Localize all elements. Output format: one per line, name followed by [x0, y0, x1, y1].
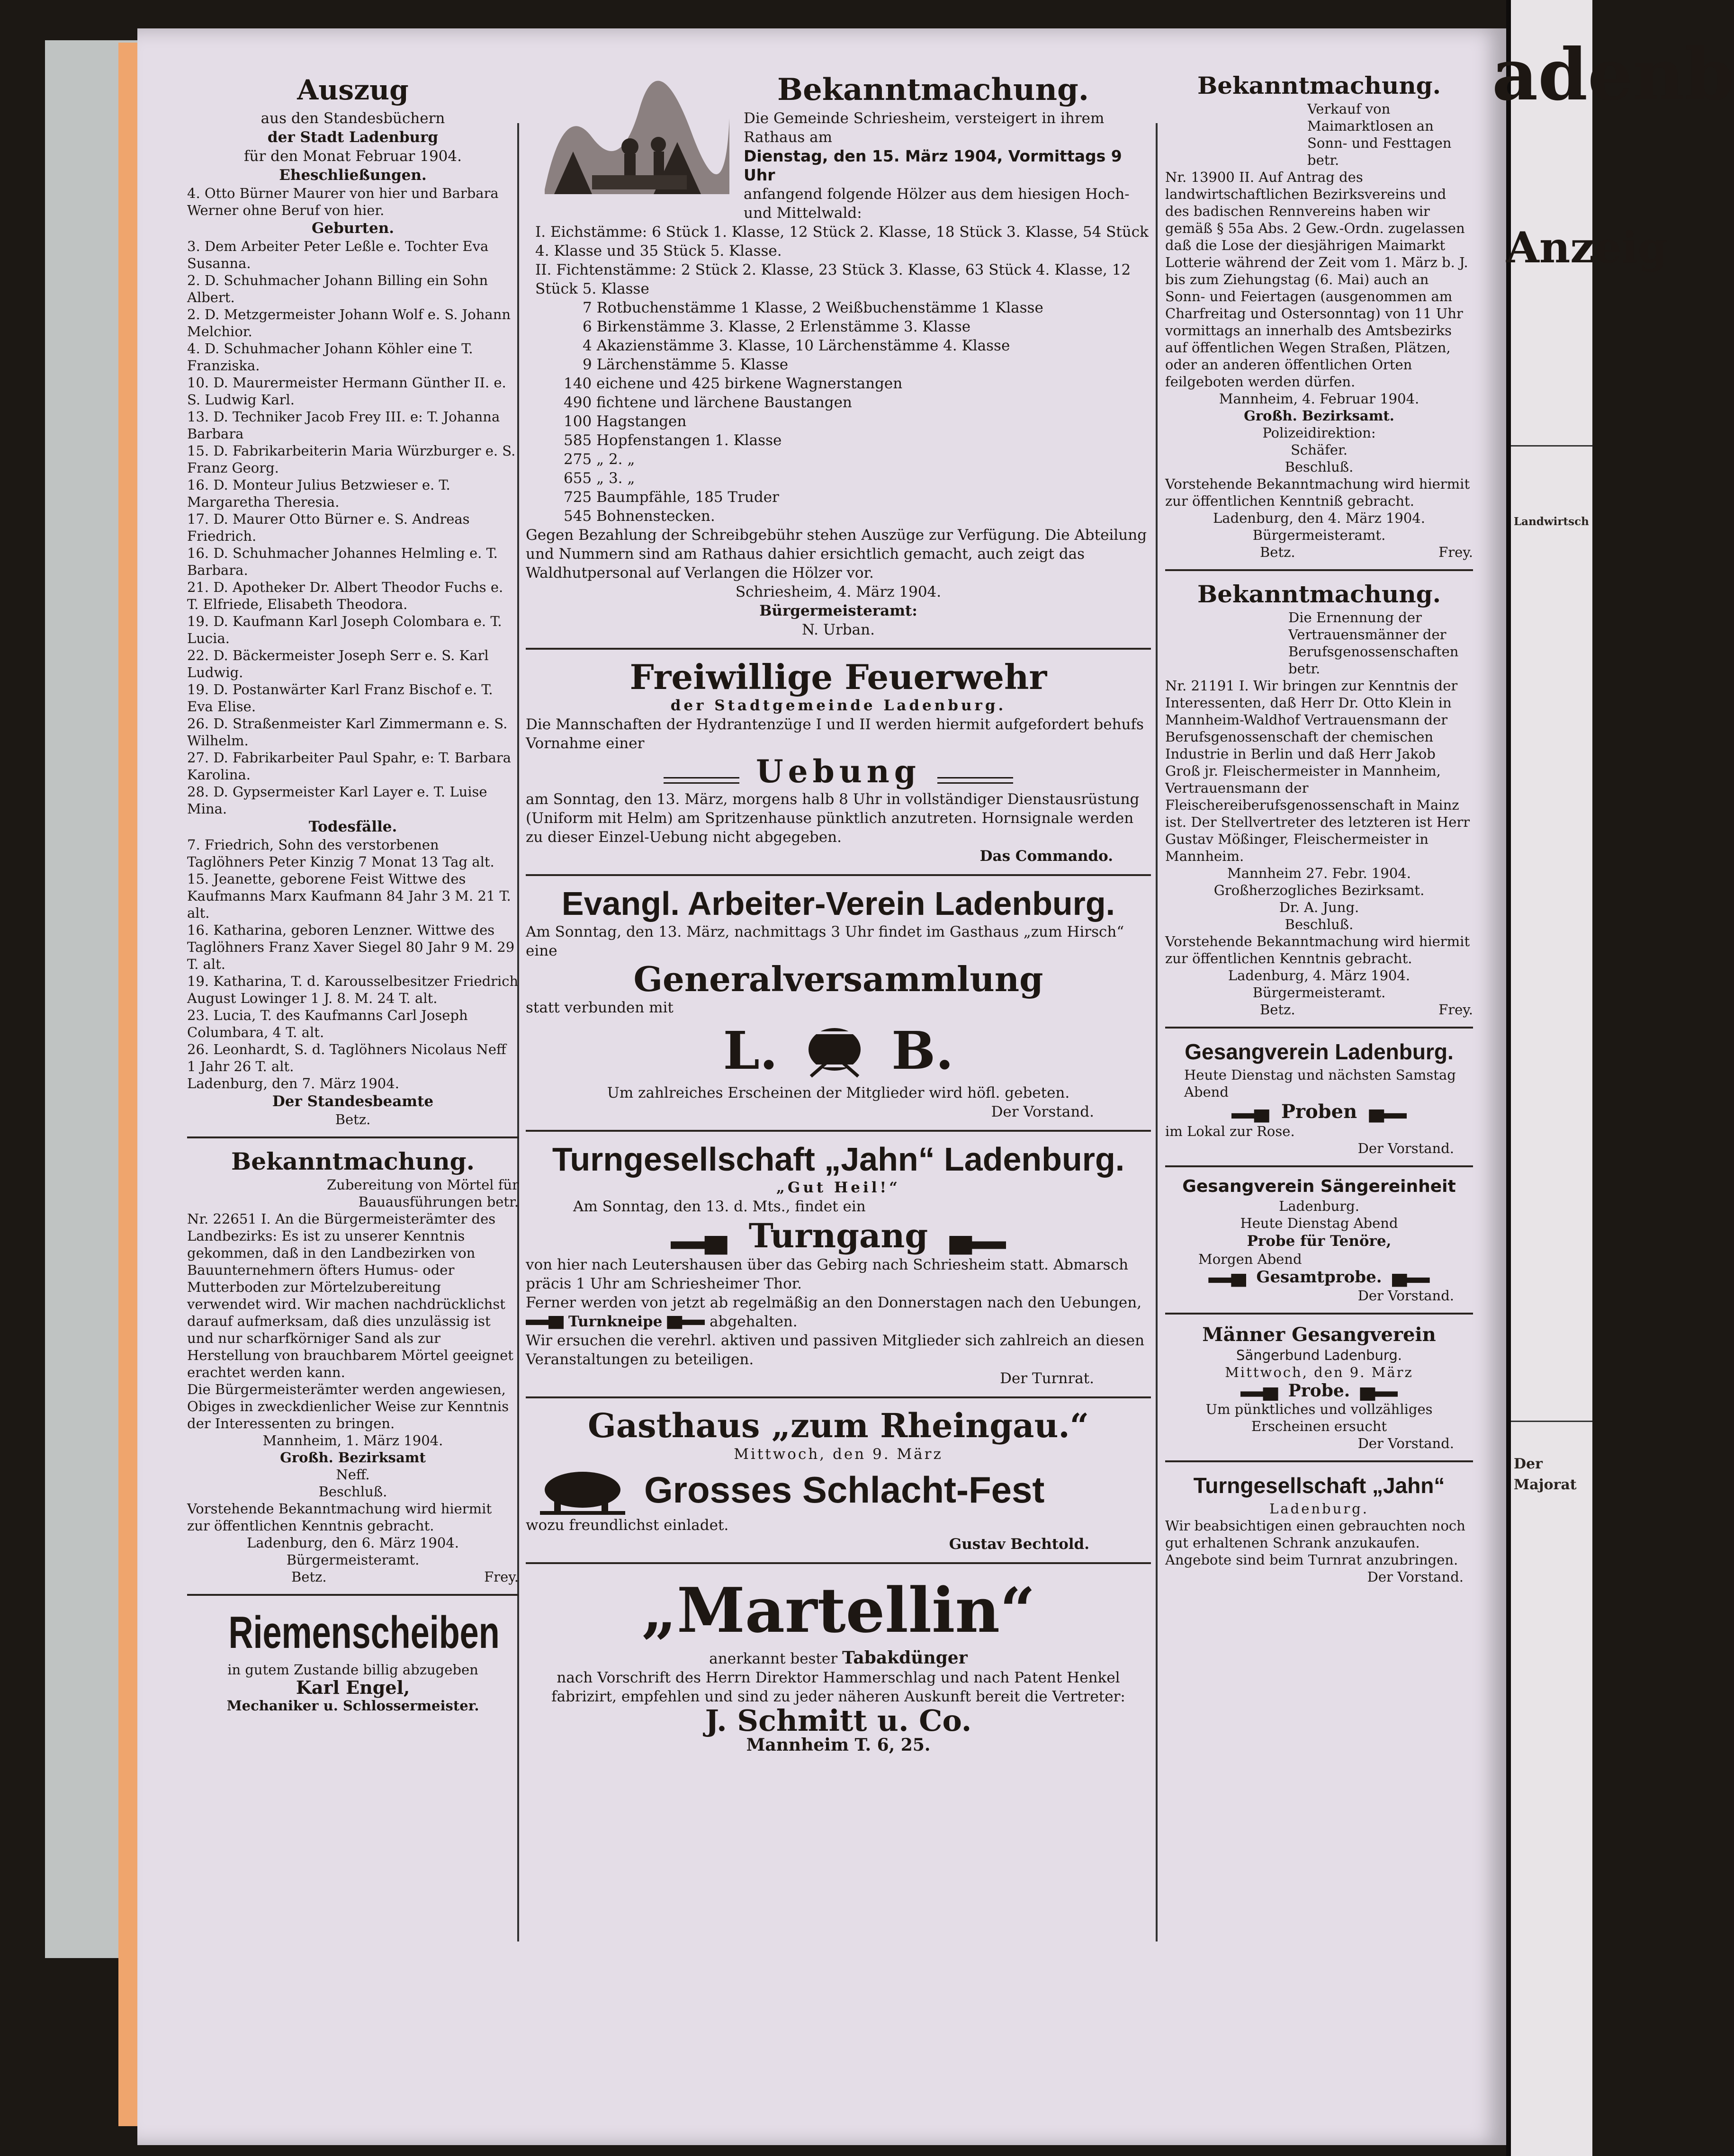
divider — [1165, 569, 1473, 571]
divider — [526, 874, 1151, 876]
pointing-hand-icon — [671, 1236, 728, 1255]
arbeiterverein-signature: Der Vorstand. — [991, 1103, 1094, 1120]
birth-entry: 19. D. Postanwärter Karl Franz Bischof e. T. Eva Elise. — [187, 681, 493, 715]
auszug-sub3: für den Monat Februar 1904. — [244, 148, 462, 165]
jahn-title: Turngesellschaft „Jahn“ — [1193, 1473, 1445, 1498]
gesangverein-proben: Proben — [1281, 1100, 1357, 1123]
rule-ornament — [937, 777, 1013, 784]
saengereinheit-l1: Heute Dienstag Abend — [1240, 1215, 1398, 1231]
lotterie-subject: Verkauf von Maimarktlosen an Sonn- und Festtagen betr. — [1307, 101, 1452, 168]
pointing-hand-icon — [1360, 1387, 1398, 1401]
birth-entry: 2. D. Schuhmacher Johann Billing ein Sohn Albert. — [187, 272, 488, 305]
moertel-date: Mannheim, 1. März 1904. — [262, 1432, 443, 1449]
holz-title: Bekanntmachung. — [777, 72, 1089, 107]
pointing-hand-icon — [949, 1236, 1006, 1255]
auszug-signature-name: Betz. — [335, 1111, 371, 1127]
vertrauen-beschluss: Beschluß. — [1285, 916, 1354, 932]
rule-ornament — [664, 777, 739, 784]
birth-entry: 10. D. Maurermeister Hermann Günther II. e. S. Ludwig Karl. — [187, 375, 506, 408]
saengereinheit-signature: Der Vorstand. — [1357, 1287, 1454, 1304]
vertrauen-date: Mannheim 27. Febr. 1904. — [1227, 865, 1411, 881]
lotterie-signatures — [1165, 544, 1473, 561]
feuerwehr-body2: am Sonntag, den 13. März, morgens halb 8 Uhr in vollständiger Dienstausrüstung (Uniform mit Helm) am Spritzenhause pünktlich anzutreten. Hornsignale werden zu dieser Einzel-Uebung nicht abgegeben. — [526, 791, 1140, 846]
turnkneipe: Turnkneipe — [568, 1313, 663, 1330]
jahn-signature: Der Vorstand. — [1367, 1569, 1464, 1585]
saengereinheit-big-row — [1165, 1268, 1473, 1287]
birth-entry: 19. D. Kaufmann Karl Joseph Colombara e. T. Lucia. — [187, 613, 502, 646]
vertrauen-subject: Die Ernennung der Vertrauensmänner der Berufsgenossenschaften betr. — [1288, 609, 1459, 677]
feuerwehr-ad — [526, 658, 1151, 866]
gesangverein-title: Gesangverein Ladenburg. — [1185, 1039, 1454, 1064]
birth-entry: 4. D. Schuhmacher Johann Köhler eine T. Franziska. — [187, 340, 473, 374]
holz-item: 545 Bohnenstecken. — [564, 508, 715, 525]
lb-row — [526, 1017, 1151, 1083]
arbeiterverein-body3: Um zahlreiches Erscheinen der Mitglieder wird höfl. gebeten. — [607, 1084, 1070, 1101]
turngang-motto: „Gut Heil!“ — [776, 1179, 900, 1196]
signature-betz: Betz. — [291, 1569, 327, 1585]
rheingau-title: Gasthaus „zum Rheingau.“ — [587, 1406, 1089, 1445]
turngang-ad — [526, 1140, 1151, 1388]
maenner-day: Mittwoch, den 9. März — [1225, 1364, 1413, 1380]
holz-item: I. Eichstämme: 6 Stück 1. Klasse, 12 Stück 2. Klasse, 18 Stück 3. Klasse, 54 Stück 4. Klasse und 35 Stück 5. Klasse. — [535, 224, 1149, 259]
rheingau-day: Mittwoch, den 9. März — [734, 1446, 943, 1463]
holz-item: 490 fichtene und lärchene Baustangen — [564, 394, 852, 411]
feuerwehr-big-row — [526, 753, 1151, 790]
turngang-kneipe-row — [526, 1312, 1151, 1331]
vertrauen-beschluss-date: Ladenburg, 4. März 1904. — [1228, 967, 1411, 984]
maenner-title: Männer Gesangverein — [1202, 1323, 1436, 1346]
divider — [187, 1594, 519, 1596]
divider — [1165, 1460, 1473, 1462]
birth-entry: 22. D. Bäckermeister Joseph Serr e. S. Karl Ludwig. — [187, 647, 489, 680]
jahn-town: Ladenburg. — [1269, 1501, 1369, 1517]
lotterie-authority3: Schäfer. — [1291, 442, 1348, 458]
divider — [1165, 1165, 1473, 1167]
auszug-sub1: aus den Standesbüchern — [261, 110, 445, 127]
divider — [526, 648, 1151, 650]
holz-item: 725 Baumpfähle, 185 Truder — [564, 489, 779, 506]
holz-item: 4 Akazienstämme 3. Klasse, 10 Lärchenstämme 4. Klasse — [583, 337, 1010, 354]
arbeiterverein-body: Am Sonntag, den 13. März, nachmittags 3 Uhr findet im Gasthaus „zum Hirsch“ eine — [526, 923, 1124, 959]
rheingau-invite: wozu freundlichst einladet. — [526, 1517, 729, 1534]
maenner-big-row — [1165, 1381, 1473, 1401]
feuerwehr-body: Die Mannschaften der Hydrantenzüge I und II werden hiermit aufgefordert behufs Vornahme einer — [526, 716, 1144, 752]
pointing-hand-icon — [526, 1316, 564, 1329]
letter-b: B. — [891, 1020, 954, 1081]
vertrauen-body: Nr. 21191 I. Wir bringen zur Kenntnis der Interessenten, daß Herr Dr. Otto Klein in Mannheim-Waldhof Vertrauensmann der Berufsgenossenschaft der chemischen Industrie in Berlin und daß Herr Jakob Groß jr. Fleischermeister in Mannheim, Vertrauensmann der Fleischereiberufsgenossenschaft in Mainz ist. Der Stellvertreter des letzteren ist Herr Gustav Mößinger, Fleischermeister in Mannheim. — [1165, 678, 1470, 864]
vertrauen-title: Bekanntmachung. — [1197, 580, 1441, 608]
column-left — [187, 71, 519, 1714]
column-right — [1165, 71, 1473, 1585]
rheingau-ad — [526, 1407, 1151, 1554]
pig-icon — [540, 1464, 625, 1516]
turngang-body3: Ferner werden von jetzt ab regelmäßig an den Donnerstagen nach den Uebungen, — [526, 1294, 1142, 1311]
vertrauen-notice — [1165, 580, 1473, 1018]
saengereinheit-l2: Probe für Tenöre, — [1247, 1233, 1392, 1250]
pointing-hand-icon — [667, 1316, 705, 1329]
marriages-heading: Eheschließungen. — [279, 167, 427, 184]
schlachtfest-title: Grosses Schlacht-Fest — [644, 1468, 1045, 1511]
turngang-big: Turngang — [748, 1216, 928, 1255]
column-middle — [526, 71, 1151, 1754]
feuerwehr-title: Freiwillige Feuerwehr — [629, 657, 1047, 697]
vertrauen-authority: Großherzogliches Bezirksamt. — [1213, 882, 1425, 898]
moertel-signatures — [187, 1568, 519, 1585]
holz-item: 655 „ 3. „ — [564, 470, 635, 487]
death-entry: 16. Katharina, geboren Lenzner. Wittwe des Taglöhners Franz Xaver Siegel 80 Jahr 9 M. 29 T. alt. — [187, 922, 515, 972]
adjacent-masthead: adenb — [1492, 33, 1734, 116]
maenner-body: Um pünktliches und vollzähliges Erscheinen ersucht — [1205, 1401, 1433, 1434]
martellin-line1 — [526, 1648, 1151, 1668]
death-entry: 7. Friedrich, Sohn des verstorbenen Taglöhners Peter Kinzig 7 Monat 13 Tag alt. — [187, 837, 494, 870]
birth-entry: 27. D. Fabrikarbeiter Paul Spahr, e: T. Barbara Karolina. — [187, 750, 512, 783]
holz-intro2: anfangend folgende Hölzer aus dem hiesigen Hoch- und Mittelwald: — [744, 186, 1130, 222]
holz-authority: Bürgermeisteramt: — [759, 602, 917, 619]
vertrauen-beschluss-authority: Bürgermeisteramt. — [1252, 984, 1386, 1001]
birth-entry: 16. D. Monteur Julius Betzwieser e. T. Margaretha Theresia. — [187, 477, 450, 510]
auszug-signature: Der Standesbeamte — [272, 1093, 434, 1110]
maennergesangverein-ad — [1165, 1323, 1473, 1452]
lotterie-beschluss: Beschluß. — [1285, 459, 1354, 475]
martellin-ad — [526, 1573, 1151, 1754]
barrel-icon — [801, 1022, 868, 1079]
holz-item: 7 Rotbuchenstämme 1 Klasse, 2 Weißbuchenstämme 1 Klasse — [583, 299, 1043, 316]
pointing-hand-icon — [1240, 1387, 1278, 1401]
deaths-heading: Todesfälle. — [308, 818, 397, 835]
signature-betz: Betz. — [1260, 544, 1295, 560]
vertrauen-beschluss-body: Vorstehende Bekanntmachung wird hiermit zur öffentlichen Kenntnis gebracht. — [1165, 933, 1470, 966]
lotterie-title: Bekanntmachung. — [1197, 72, 1441, 99]
riemenscheiben-line: in gutem Zustande billig abzugeben — [227, 1662, 478, 1678]
gesangverein-location: im Lokal zur Rose. — [1165, 1123, 1295, 1139]
gesangverein-big-row — [1165, 1100, 1473, 1123]
riemenscheiben-name: Karl Engel, — [296, 1677, 410, 1698]
turnkneipe-after: abgehalten. — [710, 1313, 798, 1330]
holz-place-date: Schriesheim, 4. März 1904. — [735, 583, 942, 600]
gesangverein-body: Heute Dienstag und nächsten Samstag Abend — [1184, 1067, 1456, 1100]
riemenscheiben-ad — [187, 1604, 519, 1714]
death-entry: 15. Jeanette, geborene Feist Wittwe des Kaufmanns Marx Kaufmann 84 Jahr 3 M. 21 T. alt. — [187, 871, 511, 921]
deaths-list — [187, 836, 519, 1075]
martellin-city: Mannheim T. 6, 25. — [746, 1735, 931, 1755]
schlachtfest-row — [526, 1464, 1151, 1516]
holz-notice — [526, 71, 1151, 639]
auszug-date: Ladenburg, den 7. März 1904. — [187, 1075, 399, 1091]
death-entry: 23. Lucia, T. des Kaufmanns Carl Joseph Columbara, 4 T. alt. — [187, 1007, 468, 1040]
turngang-big-row — [526, 1216, 1151, 1255]
adjacent-rule — [1511, 445, 1592, 447]
adjacent-rule — [1511, 1421, 1592, 1422]
lotterie-authority2: Polizeidirektion: — [1262, 425, 1376, 441]
generalversammlung: Generalversammlung — [633, 959, 1043, 999]
birth-entry: 2. D. Metzgermeister Johann Wolf e. S. Johann Melchior. — [187, 306, 511, 340]
adjacent-page — [1492, 0, 1734, 2156]
pointing-hand-icon — [1231, 1109, 1269, 1123]
holz-date: Dienstag, den 15. März 1904, Vormittags 9 Uhr — [744, 147, 1122, 184]
moertel-title: Bekanntmachung. — [231, 1147, 475, 1175]
holz-item: II. Fichtenstämme: 2 Stück 2. Klasse, 23 Stück 3. Klasse, 63 Stück 4. Klasse, 12 Stück 5. Klasse — [535, 261, 1131, 297]
holz-items — [526, 223, 1151, 526]
turngang-title: Turngesellschaft „Jahn“ Ladenburg. — [552, 1141, 1125, 1178]
turngang-signature: Der Turnrat. — [1000, 1370, 1094, 1387]
births-list — [187, 238, 519, 817]
arbeiterverein-body2: statt verbunden mit — [526, 999, 674, 1016]
moertel-body: Nr. 22651 I. An die Bürgermeisterämter des Landbezirks: Es ist zu unserer Kenntnis gekommen, daß in den Landbezirken von Bauunternehmern öfters Humus- oder Mutterboden zur Mörtelzubereitung verwendet wird. Wir machen nachdrücklichst darauf aufmerksam, daß dies unzulässig ist und nur scharfkörniger Sand als zur Herstellung von brauchbarem Mörtel geeignet erachtet werden kann. — [187, 1211, 513, 1380]
holz-signature: N. Urban. — [802, 621, 875, 638]
arbeiterverein-title: Evangl. Arbeiter-Verein Ladenburg. — [561, 885, 1115, 922]
holz-item: 100 Hagstangen — [564, 413, 687, 430]
birth-entry: 21. D. Apotheker Dr. Albert Theodor Fuchs e. T. Elfriede, Elisabeth Theodora. — [187, 579, 503, 612]
arbeiterverein-ad — [526, 885, 1151, 1121]
pointing-hand-icon — [1392, 1274, 1430, 1287]
vertrauen-authority2: Dr. A. Jung. — [1279, 899, 1359, 915]
signature-frey: Frey. — [1438, 544, 1473, 560]
auszug-title: Auszug — [297, 74, 409, 106]
birth-entry: 17. D. Maurer Otto Bürner e. S. Andreas Friedrich. — [187, 511, 470, 544]
moertel-beschluss: Beschluß. — [318, 1484, 387, 1500]
auszug-notice — [187, 71, 519, 1128]
signature-frey: Frey. — [484, 1569, 519, 1585]
riemenscheiben-trade: Mechaniker u. Schlossermeister. — [226, 1698, 479, 1714]
turngang-body2: von hier nach Leutershausen über das Gebirg nach Schriesheim statt. Abmarsch präcis 1 Uhr am Schriesheimer Thor. — [526, 1256, 1129, 1292]
birth-entry: 3. Dem Arbeiter Peter Leßle e. Tochter Eva Susanna. — [187, 238, 489, 271]
maenner-signature: Der Vorstand. — [1357, 1435, 1454, 1451]
maenner-sub: Sängerbund Ladenburg. — [1236, 1347, 1402, 1363]
saengereinheit-town: Ladenburg. — [1279, 1198, 1359, 1214]
adjacent-fragment: Landwirtsch — [1514, 515, 1589, 528]
turngang-body: Am Sonntag, den 13. d. Mts., findet ein — [573, 1198, 866, 1215]
pointing-hand-icon — [1369, 1109, 1407, 1123]
rheingau-signature: Gustav Bechtold. — [949, 1536, 1089, 1553]
moertel-subject: Zubereitung von Mörtel für Bauausführungen betr. — [327, 1177, 519, 1210]
moertel-beschluss-authority: Bürgermeisteramt. — [286, 1552, 420, 1568]
lotterie-beschluss-date: Ladenburg, den 4. März 1904. — [1213, 510, 1425, 526]
moertel-body2: Die Bürgermeisterämter werden angewiesen, Obiges in zweckdienlicher Weise zur Kenntnis der Interessenten zu bringen. — [187, 1381, 509, 1431]
feuerwehr-uebung: Uebung — [756, 753, 921, 790]
divider — [1165, 1313, 1473, 1315]
gesangverein-signature: Der Vorstand. — [1357, 1140, 1454, 1156]
divider — [526, 1130, 1151, 1132]
saengereinheit-l3: Morgen Abend — [1198, 1251, 1302, 1267]
divider — [526, 1562, 1151, 1564]
turngang-body4: Wir ersuchen die verehrl. aktiven und passiven Mitglieder sich zahlreich an diesen Veranstaltungen zu beteiligen. — [526, 1332, 1145, 1368]
gesangverein-ad — [1165, 1037, 1473, 1157]
adjacent-fragment: Der Majorat — [1514, 1456, 1577, 1493]
signature-frey: Frey. — [1438, 1002, 1473, 1018]
marriage-entry: 4. Otto Bürner Maurer von hier und Barbara Werner ohne Beruf von hier. — [187, 185, 499, 218]
lotterie-authority: Großh. Bezirksamt. — [1244, 408, 1394, 424]
holz-intro: Die Gemeinde Schriesheim, versteigert in ihrem Rathaus am — [744, 110, 1105, 146]
auszug-sub2: der Stadt Ladenburg — [267, 129, 439, 146]
lotterie-date: Mannheim, 4. Februar 1904. — [1219, 391, 1420, 407]
divider — [1165, 1027, 1473, 1029]
lotterie-beschluss-authority: Bürgermeisteramt. — [1252, 527, 1386, 543]
martellin-tabakduenger: Tabakdünger — [842, 1648, 968, 1668]
lotterie-beschluss-body: Vorstehende Bekanntmachung wird hiermit zur öffentlichen Kenntniß gebracht. — [1165, 476, 1470, 509]
holz-outro: Gegen Bezahlung der Schreibgebühr stehen Auszüge zur Verfügung. Die Abteilung und Nummern sind am Rathaus dahier ersichtlich gemacht, auch zeigt das Waldhutpersonal auf Verlangen die Hölzer vor. — [526, 527, 1147, 581]
riemenscheiben-title: Riemenscheiben — [228, 1607, 500, 1658]
letter-l: L. — [723, 1020, 778, 1081]
martellin-body: nach Vorschrift des Herrn Direktor Hammerschlag und nach Patent Henkel fabrizirt, empfehlen und sind zu jeder näheren Auskunft bereit die Vertreter: — [551, 1669, 1125, 1705]
birth-entry: 15. D. Fabrikarbeiterin Maria Würzburger e. S. Franz Georg. — [187, 443, 516, 476]
death-entry: 26. Leonhardt, S. d. Taglöhners Nicolaus Neff 1 Jahr 26 T. alt. — [187, 1041, 506, 1074]
moertel-beschluss-date: Ladenburg, den 6. März 1904. — [247, 1535, 459, 1551]
birth-entry: 26. D. Straßenmeister Karl Zimmermann e. S. Wilhelm. — [187, 716, 508, 749]
moertel-beschluss-body: Vorstehende Bekanntmachung wird hiermit zur öffentlichen Kenntnis gebracht. — [187, 1501, 492, 1534]
feuerwehr-signature: Das Commando. — [979, 848, 1113, 865]
signature-betz: Betz. — [1260, 1002, 1295, 1018]
adjacent-heading: Anzeig — [1506, 223, 1668, 273]
lotterie-body: Nr. 13900 II. Auf Antrag des landwirtschaftlichen Bezirksvereins und des badischen Rennvereins haben wir gemäß § 55a Abs. 2 Gew.-Ordn. zugelassen daß die Lose der diesjährigen Maimarkt Lotterie während der Zeit vom 1. März b. J. bis zum Ziehungstag (6. Mai) auch an Sonn- und Feiertagen (ausgenommen am Charfreitag und Ostersonntag) von 11 Uhr vormittags an innerhalb des Amtsbezirks auf öffentlichen Wegen Straßen, Plätzen, oder an anderen öffentlichen Orten feilgeboten werden dürfen. — [1165, 169, 1468, 390]
feuerwehr-sub: der Stadtgemeinde Ladenburg. — [670, 697, 1006, 714]
forest-woodcut-image — [535, 81, 734, 199]
martellin-line1a: anerkannt bester — [709, 1650, 838, 1667]
moertel-authority: Großh. Bezirksamt — [280, 1449, 426, 1466]
maenner-probe: Probe. — [1288, 1380, 1350, 1401]
lotterie-notice — [1165, 71, 1473, 561]
jahn-schrank-ad — [1165, 1471, 1473, 1585]
holz-item: 585 Hopfenstangen 1. Klasse — [564, 432, 782, 449]
birth-entry: 13. D. Techniker Jacob Frey III. e: T. Johanna Barbara — [187, 409, 500, 442]
vertrauen-signatures — [1165, 1001, 1473, 1018]
moertel-notice — [187, 1147, 519, 1585]
jahn-body: Wir beabsichtigen einen gebrauchten noch gut erhaltenen Schrank anzukaufen. Angebote sind beim Turnrat anzubringen. — [1165, 1518, 1465, 1568]
holz-item: 140 eichene und 425 birkene Wagnerstangen — [564, 375, 903, 392]
divider — [526, 1396, 1151, 1398]
holz-item: 6 Birkenstämme 3. Klasse, 2 Erlenstämme 3. Klasse — [583, 318, 971, 335]
martellin-firm: J. Schmitt u. Co. — [705, 1703, 972, 1738]
saengereinheit-gesamtprobe: Gesamtprobe. — [1256, 1268, 1382, 1287]
holz-item: 9 Lärchenstämme 5. Klasse — [583, 356, 789, 373]
birth-entry: 16. D. Schuhmacher Johannes Helmling e. T. Barbara. — [187, 545, 498, 578]
saengereinheit-ad — [1165, 1176, 1473, 1304]
pointing-hand-icon — [1208, 1274, 1246, 1287]
births-heading: Geburten. — [311, 220, 395, 237]
death-entry: 19. Katharina, T. d. Karousselbesitzer Friedrich August Lowinger 1 J. 8. M. 24 T. alt. — [187, 973, 519, 1006]
divider — [187, 1136, 519, 1138]
moertel-authority-name: Neff. — [336, 1467, 370, 1483]
column-rule-2 — [1156, 123, 1158, 1941]
saengereinheit-title: Gesangverein Sängereinheit — [1182, 1177, 1456, 1196]
martellin-title: „Martellin“ — [641, 1574, 1035, 1646]
birth-entry: 28. D. Gypsermeister Karl Layer e. T. Luise Mina. — [187, 784, 487, 817]
holz-item: 275 „ 2. „ — [564, 451, 635, 468]
